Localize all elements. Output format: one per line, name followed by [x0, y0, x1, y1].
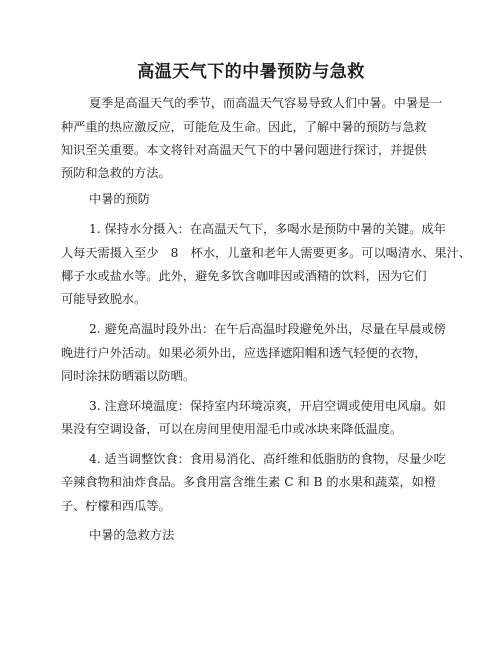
- prevention-item-4-line: 4. 适当调整饮食：食用易消化、高纤维和低脂肪的食物，尽量少吃: [89, 452, 446, 466]
- document-title: 高温天气下的中暑预防与急救: [137, 62, 365, 82]
- prevention-item-2-line: 同时涂抹防晒霜以防晒。: [61, 369, 196, 383]
- section-heading-prevention: 中暑的预防: [89, 192, 150, 206]
- section-heading-first-aid: 中暑的急救方法: [89, 528, 175, 542]
- intro-line: 知识至关重要。本文将针对高温天气下的中暑问题进行探讨，并提供: [61, 143, 427, 157]
- prevention-item-3-line: 3. 注意环境温度：保持室内环境凉爽，开启空调或使用电风扇。如: [89, 399, 446, 413]
- prevention-item-2-line: 2. 避免高温时段外出：在午后高温时段避免外出，尽量在早晨或傍: [89, 322, 446, 336]
- prevention-item-2-line: 晚进行户外活动。如果必须外出，应选择遮阳帽和透气轻便的衣物，: [61, 346, 427, 360]
- prevention-item-1-line: 人每天需摄入至少 8 杯水，儿童和老年人需要更多。可以喝清水、果汁、: [61, 246, 471, 260]
- intro-line: 夏季是高温天气的季节，而高温天气容易导致人们中暑。中暑是一: [89, 96, 443, 110]
- prevention-item-1-line: 1. 保持水分摄入：在高温天气下，多喝水是预防中暑的关键。成年: [89, 222, 446, 236]
- intro-line: 预防和急救的方法。: [61, 166, 171, 180]
- intro-line: 种严重的热应激反应，可能危及生命。因此，了解中暑的预防与急救: [61, 120, 427, 134]
- prevention-item-1-line: 可能导致脱水。: [61, 292, 147, 306]
- prevention-item-4-line: 辛辣食物和油炸食品。多食用富含维生素 C 和 B 的水果和蔬菜，如橙: [61, 475, 437, 489]
- prevention-item-1-line: 椰子水或盐水等。此外，避免多饮含咖啡因或酒精的饮料，因为它们: [61, 269, 427, 283]
- prevention-item-4-line: 子、柠檬和西瓜等。: [61, 499, 171, 513]
- prevention-item-3-line: 果没有空调设备，可以在房间里使用湿毛巾或冰块来降低温度。: [61, 422, 403, 436]
